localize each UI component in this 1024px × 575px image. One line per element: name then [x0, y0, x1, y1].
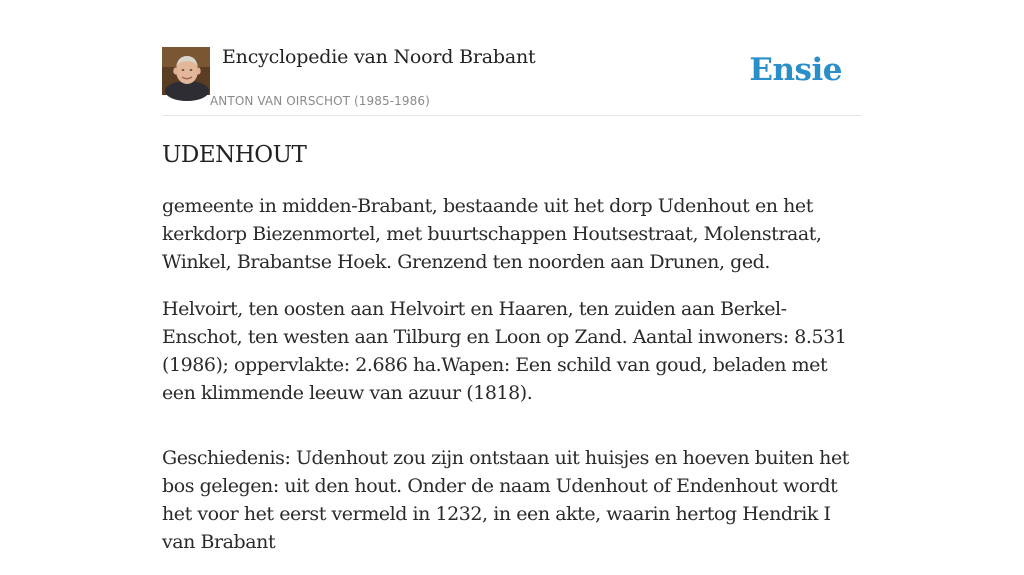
author-portrait-icon: [162, 47, 210, 95]
entry-paragraph: Geschiedenis: Udenhout zou zijn ontstaan uit huisjes en hoeven buiten het bos gelegen: uit den hout. Onder de naam Udenhout of Endenhout wordt het voor het eerst vermeld in 1232, in een akte, waarin hertog Hendrik I van Brabant: [162, 447, 849, 553]
brand-logo[interactable]: Ensie: [749, 52, 842, 88]
entry-paragraph: gemeente in midden-Brabant, bestaande uit het dorp Udenhout en het kerkdorp Biezenmortel, met buurtschappen Houtsestraat, Molenstraat, Winkel, Brabantse Hoek. Grenzend ten noorden aan Drunen, ged.: [162, 195, 822, 273]
author-name[interactable]: ANTON VAN OIRSCHOT (1985-1986): [210, 94, 430, 108]
entry-paragraph: Helvoirt, ten oosten aan Helvoirt en Haaren, ten zuiden aan Berkel-Enschot, ten westen aan Tilburg en Loon op Zand. Aantal inwoners: 8.531 (1986); oppervlakte: 2.686 ha.Wapen: Een schild van goud, beladen met een klimmende leeuw van azuur (1818).: [162, 298, 847, 404]
source-title[interactable]: Encyclopedie van Noord Brabant: [222, 46, 536, 68]
entry-title: UDENHOUT: [162, 142, 307, 168]
author-avatar[interactable]: [162, 47, 210, 95]
article-container: [162, 0, 862, 575]
source-header: [162, 0, 862, 116]
entry-body: [162, 192, 862, 556]
